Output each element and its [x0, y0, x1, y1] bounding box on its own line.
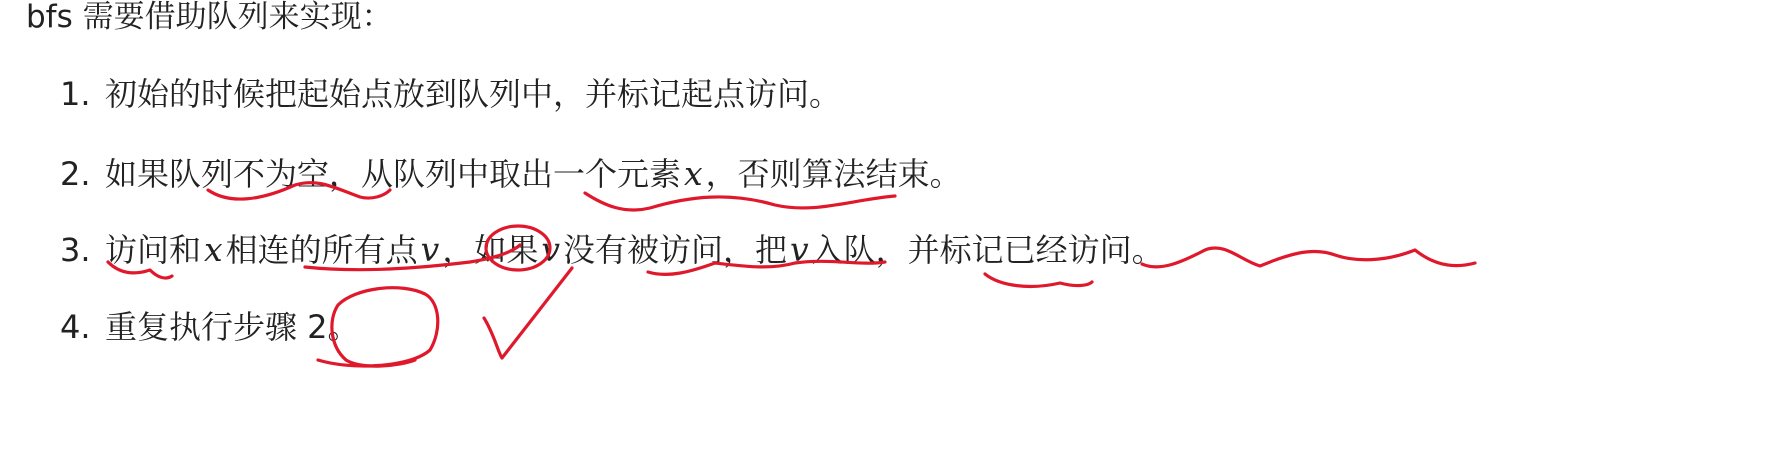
- step-text: 访问和: [105, 231, 202, 269]
- underline-stroke: [1142, 248, 1475, 267]
- list-item-step-2: [60, 150, 962, 198]
- step-text: ，否则算法结束。: [705, 155, 962, 193]
- math-variable-v: v: [790, 230, 809, 269]
- list-item-step-1: [60, 70, 841, 118]
- list-item-step-3: [60, 226, 1164, 274]
- check-mark: [484, 268, 572, 358]
- step-number: 3.: [60, 231, 91, 269]
- step-number: 1.: [60, 75, 91, 113]
- math-variable-x: x: [204, 230, 223, 269]
- math-variable-v: v: [420, 230, 440, 269]
- step-number: 2.: [60, 155, 91, 193]
- step-text: ，如果: [442, 231, 539, 269]
- step-text: 如果队列不为空，从队列中取出一个元素: [105, 155, 682, 193]
- step-text: 重复执行步骤 2。: [105, 308, 360, 346]
- step-text: 入队，并标记已经访问。: [811, 231, 1164, 269]
- step-text: 初始的时候把起始点放到队列中，并标记起点访问。: [105, 75, 842, 113]
- underline-stroke: [985, 274, 1092, 286]
- step-text: 相连的所有点: [225, 231, 418, 269]
- math-variable-x: x: [684, 154, 703, 193]
- math-variable-v: v: [541, 230, 560, 269]
- list-item-step-4: [60, 303, 360, 351]
- step-text: 没有被访问，把: [562, 231, 787, 269]
- step-number: 4.: [60, 308, 91, 346]
- intro-heading: bfs 需要借助队列来实现：: [26, 0, 393, 35]
